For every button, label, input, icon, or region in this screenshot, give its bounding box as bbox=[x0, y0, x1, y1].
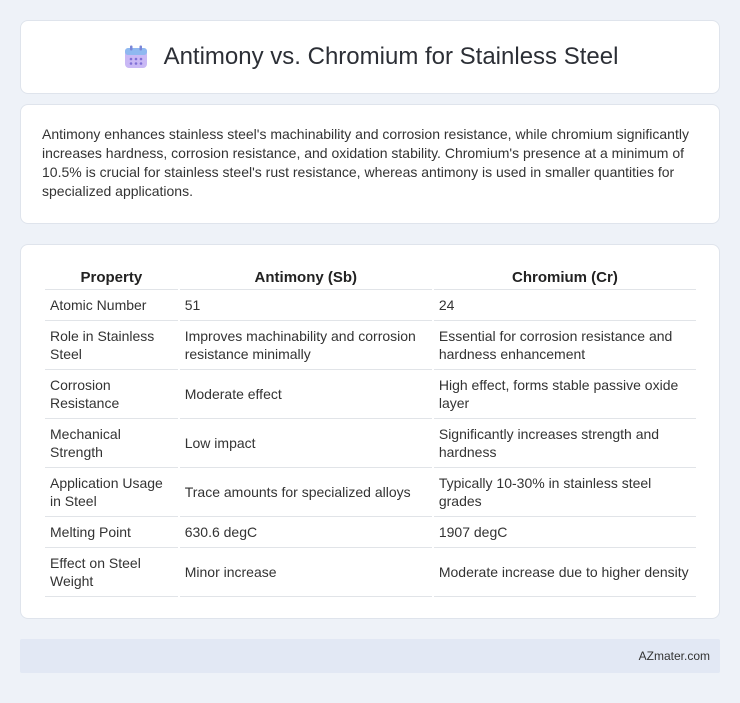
table-header-row bbox=[45, 263, 696, 290]
cell-antimony: Improves machinability and corrosion resistance minimally bbox=[180, 321, 432, 370]
cell-chromium: 24 bbox=[434, 290, 696, 321]
table-row bbox=[45, 517, 696, 548]
cell-property: Application Usage in Steel bbox=[45, 468, 178, 517]
table-row bbox=[45, 468, 696, 517]
cell-antimony: Low impact bbox=[180, 419, 432, 468]
cell-chromium: Essential for corrosion resistance and hardness enhancement bbox=[434, 321, 696, 370]
summary-paragraph: Antimony enhances stainless steel's machinability and corrosion resistance, while chromium significantly increases hardness, corrosion resistance, and oxidation stability. Chromium's presence at a minimum of 10.5% is crucial for stainless steel's rust resistance, whereas antimony is used in smaller quantities for specialized applications. bbox=[42, 126, 689, 199]
cell-property: Mechanical Strength bbox=[45, 419, 178, 468]
calendar-icon bbox=[122, 44, 150, 70]
table-row bbox=[45, 419, 696, 468]
cell-chromium: Significantly increases strength and hardness bbox=[434, 419, 696, 468]
cell-chromium: Moderate increase due to higher density bbox=[434, 548, 696, 597]
cell-chromium: 1907 degC bbox=[434, 517, 696, 548]
page-title: Antimony vs. Chromium for Stainless Steel bbox=[163, 43, 619, 70]
cell-property: Effect on Steel Weight bbox=[45, 548, 178, 597]
cell-antimony: Trace amounts for specialized alloys bbox=[180, 468, 432, 517]
footer-bar bbox=[20, 639, 720, 673]
header-property: Property bbox=[45, 263, 178, 290]
summary-card bbox=[20, 104, 720, 224]
title-card bbox=[20, 20, 720, 94]
cell-property: Atomic Number bbox=[45, 290, 178, 321]
table-row bbox=[45, 370, 696, 419]
header-chromium: Chromium (Cr) bbox=[434, 263, 696, 290]
cell-antimony: Moderate effect bbox=[180, 370, 432, 419]
cell-chromium: Typically 10-30% in stainless steel grades bbox=[434, 468, 696, 517]
comparison-card bbox=[20, 244, 720, 619]
footer-site-link[interactable]: AZmater.com bbox=[638, 649, 710, 663]
table-row bbox=[45, 548, 696, 597]
cell-antimony: Minor increase bbox=[180, 548, 432, 597]
table-row bbox=[45, 321, 696, 370]
cell-antimony: 630.6 degC bbox=[180, 517, 432, 548]
title-row bbox=[122, 43, 619, 71]
header-antimony: Antimony (Sb) bbox=[180, 263, 432, 290]
table-row bbox=[45, 290, 696, 321]
cell-antimony: 51 bbox=[180, 290, 432, 321]
cell-property: Role in Stainless Steel bbox=[45, 321, 178, 370]
cell-property: Melting Point bbox=[45, 517, 178, 548]
comparison-table bbox=[43, 263, 698, 597]
cell-chromium: High effect, forms stable passive oxide layer bbox=[434, 370, 696, 419]
cell-property: Corrosion Resistance bbox=[45, 370, 178, 419]
